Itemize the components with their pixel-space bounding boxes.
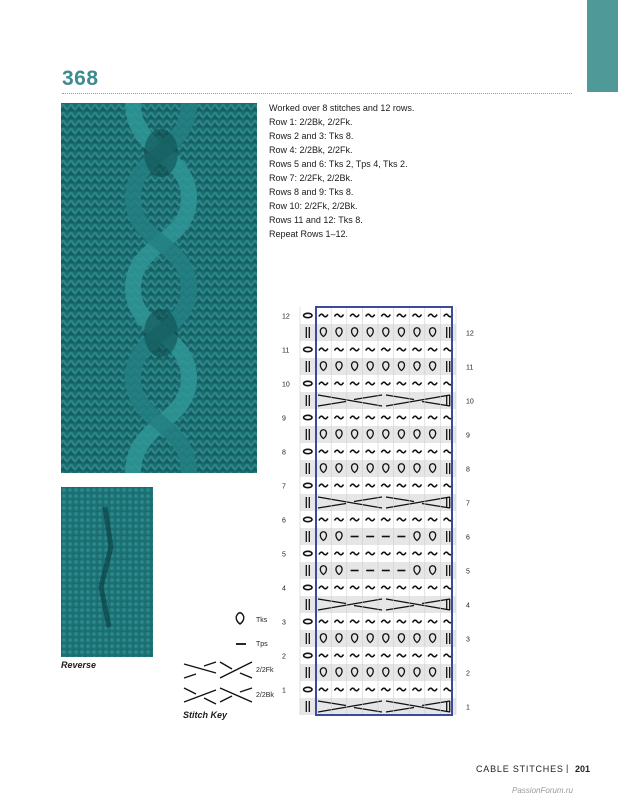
stitch-chart [280, 300, 480, 720]
pattern-number: 368 [62, 67, 99, 90]
instruction-line: Rows 8 and 9: Tks 8. [269, 187, 354, 197]
stitch-chart-grid [280, 300, 480, 720]
footer-section-title: CABLE STITCHES [476, 764, 564, 774]
row-label-right: 12 [466, 330, 474, 338]
row-label-right: 3 [466, 636, 470, 644]
row-label-right: 11 [466, 364, 474, 372]
header-rule [62, 93, 572, 94]
swatch-front-photo [61, 103, 257, 473]
instruction-line: Worked over 8 stitches and 12 rows. [269, 103, 415, 113]
row-label-left: 2 [282, 653, 286, 661]
key-label-2-2fk: 2/2Fk [256, 667, 274, 674]
row-label-right: 1 [466, 704, 470, 712]
row-label-left: 5 [282, 551, 286, 559]
row-label-left: 8 [282, 449, 286, 457]
footer-separator: | [566, 763, 569, 773]
cable-back-icon [184, 688, 252, 704]
row-label-right: 6 [466, 534, 470, 542]
watermark: PassionForum.ru [512, 786, 573, 795]
row-label-left: 7 [282, 483, 286, 491]
row-label-right: 4 [466, 602, 470, 610]
instruction-line: Rows 11 and 12: Tks 8. [269, 215, 363, 225]
row-label-right: 9 [466, 432, 470, 440]
row-label-right: 10 [466, 398, 474, 406]
loop-icon [236, 613, 244, 624]
row-label-left: 1 [282, 687, 286, 695]
swatch-reverse-photo [61, 487, 153, 657]
instruction-line: Row 7: 2/2Fk, 2/2Bk. [269, 173, 353, 183]
instruction-line: Row 10: 2/2Fk, 2/2Bk. [269, 201, 358, 211]
instruction-line: Row 4: 2/2Bk, 2/2Fk. [269, 145, 353, 155]
row-label-left: 6 [282, 517, 286, 525]
row-label-right: 5 [466, 568, 470, 576]
instruction-line: Repeat Rows 1–12. [269, 229, 349, 239]
instruction-line: Rows 2 and 3: Tks 8. [269, 131, 354, 141]
row-label-left: 12 [282, 313, 290, 321]
stitch-key-title: Stitch Key [183, 710, 228, 720]
key-label-2-2bk: 2/2Bk [256, 692, 274, 699]
row-label-right: 8 [466, 466, 470, 474]
cable-front-icon [184, 662, 252, 678]
row-label-right: 7 [466, 500, 470, 508]
row-label-left: 11 [282, 347, 290, 355]
reverse-caption: Reverse [61, 660, 97, 670]
instructions-list [269, 101, 414, 241]
row-label-right: 2 [466, 670, 470, 678]
page-number: 201 [575, 764, 591, 774]
key-label-tks: Tks [256, 617, 268, 624]
chapter-tab [587, 0, 618, 92]
row-label-left: 3 [282, 619, 286, 627]
row-label-left: 10 [282, 381, 290, 389]
instruction-line: Rows 5 and 6: Tks 2, Tps 4, Tks 2. [269, 159, 408, 169]
key-label-tps: Tps [256, 641, 268, 648]
row-label-left: 9 [282, 415, 286, 423]
row-label-left: 4 [282, 585, 286, 593]
instruction-line: Row 1: 2/2Bk, 2/2Fk. [269, 117, 353, 127]
